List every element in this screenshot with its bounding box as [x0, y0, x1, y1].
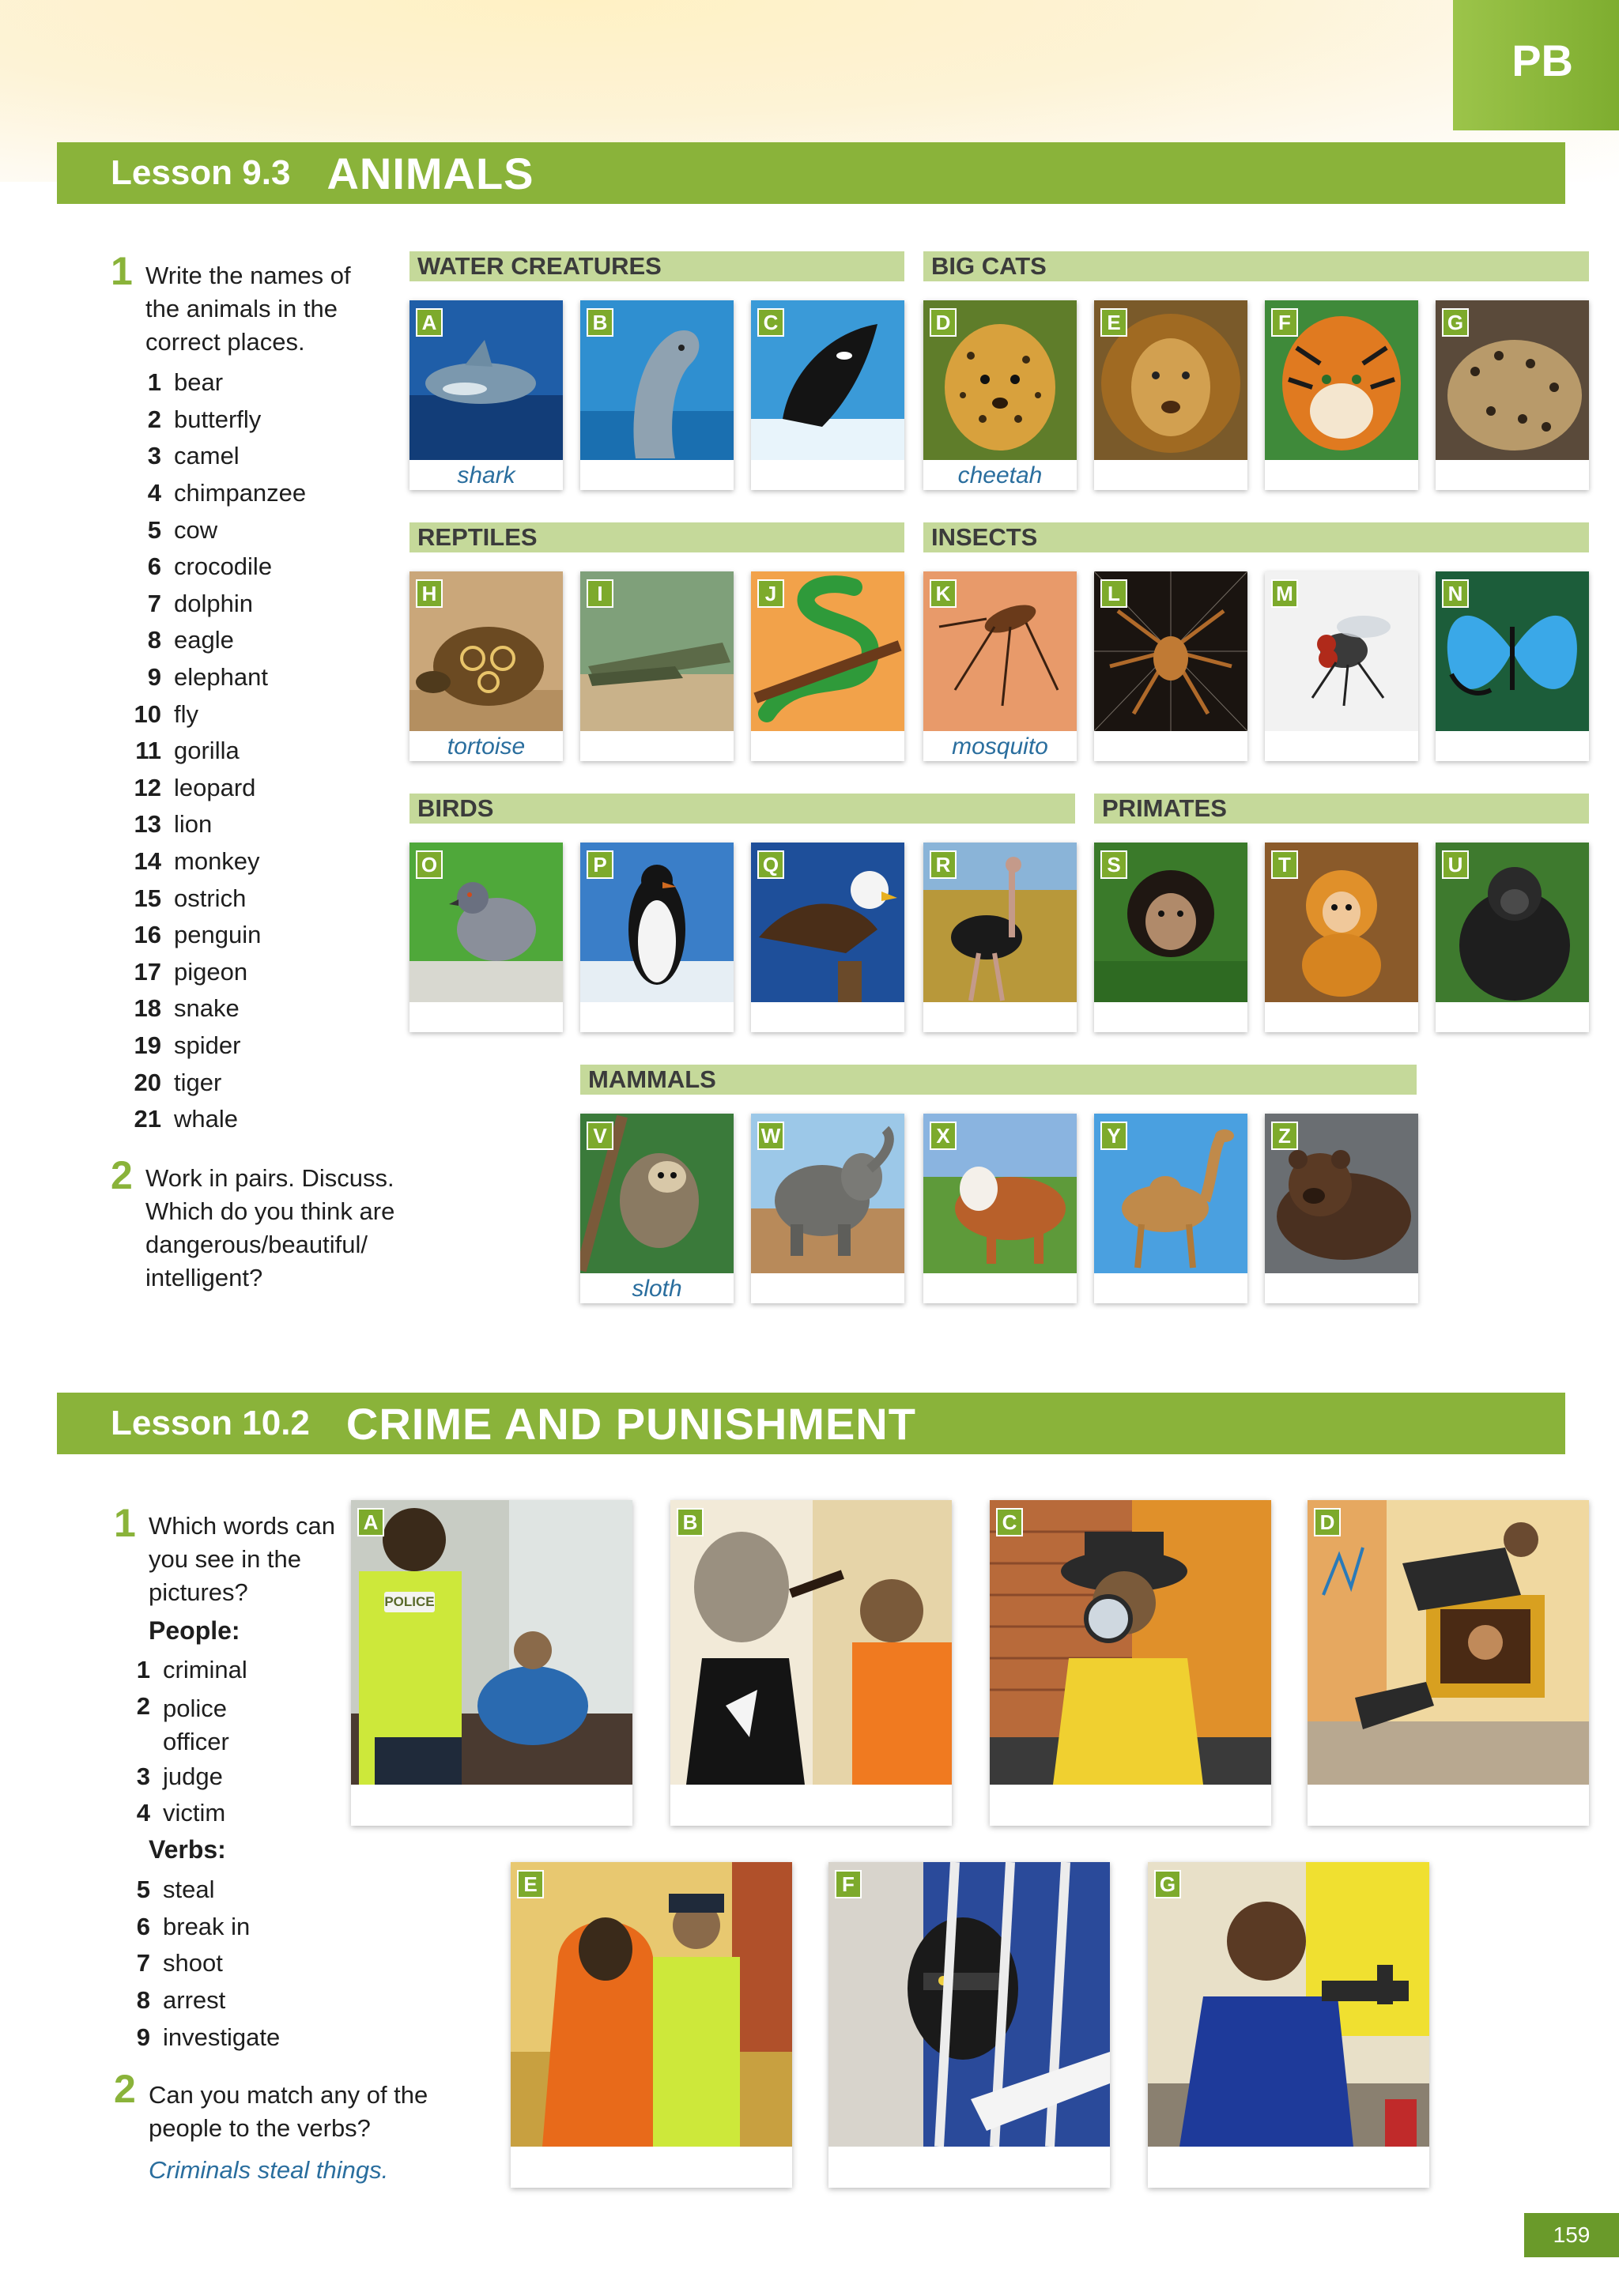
thief-steal-painting-illustration: [1308, 1500, 1589, 1785]
section-tab-label: PB: [1511, 36, 1573, 85]
card-letter: T: [1271, 850, 1298, 879]
card-letter: C: [996, 1508, 1023, 1536]
crime-picture-g: [1148, 1862, 1429, 2188]
crime-picture-e: [511, 1862, 792, 2188]
answer-label: [409, 1004, 563, 1032]
category-reptiles: REPTILES: [409, 522, 904, 552]
category-birds: BIRDS: [409, 794, 1075, 824]
card-letter: P: [587, 850, 613, 879]
card-letter: O: [416, 850, 443, 879]
police-vest-text: POLICE: [384, 1592, 435, 1612]
answer-label: [751, 733, 904, 761]
lesson-title: CRIME AND PUNISHMENT: [345, 1398, 916, 1449]
task-instruction: Write the names of the animals in the correct places.: [145, 262, 351, 356]
lesson-number: Lesson 9.3: [111, 153, 291, 192]
list-item: 16 penguin: [134, 921, 262, 949]
card-letter: S: [1100, 850, 1127, 879]
category-primates: PRIMATES: [1094, 794, 1589, 824]
list-item: 7 shoot: [136, 1949, 223, 1977]
animal-card-whale: [751, 300, 904, 490]
answer-label: [1436, 462, 1589, 490]
answer-label: [1094, 733, 1247, 761]
detective-investigate-illustration: [990, 1500, 1271, 1785]
card-letter: I: [587, 579, 613, 608]
list-item: 6 crocodile: [147, 552, 273, 581]
shoot-illustration: [1148, 1862, 1429, 2147]
answer-label: [1094, 1004, 1247, 1032]
card-letter: M: [1271, 579, 1298, 608]
list-item: 10 fly: [134, 699, 198, 728]
animal-card-shark: [409, 300, 563, 490]
answer-label: [1265, 1004, 1418, 1032]
task-number: 1: [114, 1501, 136, 1545]
card-letter: J: [757, 579, 784, 608]
list-item: 3 camel: [147, 442, 240, 470]
answer-label: mosquito: [952, 733, 1048, 760]
card-letter: A: [357, 1508, 384, 1536]
example-answer: Criminals steal things.: [149, 2156, 389, 2184]
verbs-label: Verbs:: [149, 1835, 226, 1864]
category-insects: INSECTS: [923, 522, 1589, 552]
answer-label: [580, 462, 734, 490]
card-letter: K: [930, 579, 957, 608]
card-letter: C: [757, 308, 784, 337]
animal-card-lion: [1094, 300, 1247, 490]
card-letter: G: [1442, 308, 1469, 337]
list-item: 21 whale: [134, 1105, 238, 1133]
animal-word-list: [130, 364, 306, 1137]
list-item: 15 ostrich: [134, 884, 247, 912]
animal-card-eagle: [751, 843, 904, 1032]
animal-card-tortoise: [409, 571, 563, 761]
list-item: 13 lion: [134, 810, 213, 839]
card-letter: X: [930, 1122, 957, 1150]
lesson-number: Lesson 10.2: [111, 1404, 310, 1442]
answer-label: shark: [457, 462, 515, 488]
animal-card-bear: [1265, 1114, 1418, 1303]
answer-label: [923, 1275, 1077, 1303]
answer-label: [751, 1275, 904, 1303]
lesson-heading-animals: [57, 142, 1565, 204]
animal-card-cow: [923, 1114, 1077, 1303]
animal-card-elephant: [751, 1114, 904, 1303]
card-letter: B: [677, 1508, 704, 1536]
animal-card-mosquito: [923, 571, 1077, 761]
list-item: 14 monkey: [134, 847, 260, 876]
card-letter: U: [1442, 850, 1469, 879]
card-letter: D: [930, 308, 957, 337]
card-letter: Q: [757, 850, 784, 879]
lesson-title: ANIMALS: [326, 148, 534, 198]
animal-card-leopard: [1436, 300, 1589, 490]
answer-label: [751, 1004, 904, 1032]
verbs-word-list: [125, 1872, 280, 2056]
animal-card-ostrich: [923, 843, 1077, 1032]
card-letter: D: [1314, 1508, 1341, 1536]
animal-card-cheetah: [923, 300, 1077, 490]
answer-label: [1094, 1275, 1247, 1303]
answer-label: [1094, 462, 1247, 490]
break-in-illustration: [828, 1862, 1110, 2147]
crime-picture-f: [828, 1862, 1110, 2188]
category-mammals: MAMMALS: [580, 1065, 1417, 1095]
card-letter: E: [1100, 308, 1127, 337]
card-letter: V: [587, 1122, 613, 1150]
animal-card-sloth: [580, 1114, 734, 1303]
task-number: 2: [114, 2067, 136, 2111]
list-item: 18 snake: [134, 994, 240, 1023]
crime-picture-c: [990, 1500, 1271, 1826]
list-item: 20 tiger: [134, 1068, 222, 1096]
answer-label: cheetah: [957, 462, 1043, 488]
task-instruction: Work in pairs. Discuss. Which do you think are dangerous/beautiful/ intelligent?: [145, 1164, 395, 1291]
people-label: People:: [149, 1616, 240, 1645]
answer-label: [1436, 1004, 1589, 1032]
list-item: 12 leopard: [134, 773, 256, 801]
animal-card-dolphin: [580, 300, 734, 490]
judge-criminal-illustration: [670, 1500, 952, 1785]
answer-label: [580, 1004, 734, 1032]
answer-label: sloth: [632, 1276, 682, 1302]
animal-card-pigeon: [409, 843, 563, 1032]
people-word-list: [125, 1652, 250, 1832]
list-item: 7 dolphin: [147, 589, 253, 617]
list-item: 9 investigate: [136, 2023, 281, 2051]
list-item: 6 break in: [136, 1912, 251, 1940]
card-letter: Y: [1100, 1122, 1127, 1150]
answer-label: [751, 462, 904, 490]
list-item: 1 bear: [147, 368, 224, 397]
answer-label: [1265, 462, 1418, 490]
animal-card-monkey: [1265, 843, 1418, 1032]
list-item: 17 pigeon: [134, 957, 248, 986]
animal-card-spider: [1094, 571, 1247, 761]
card-letter: B: [587, 308, 613, 337]
category-big-cats: BIG CATS: [923, 251, 1589, 281]
answer-label: [1265, 1275, 1418, 1303]
crime-picture-b: [670, 1500, 952, 1826]
answer-label: [580, 733, 734, 761]
card-letter: F: [835, 1870, 862, 1898]
animal-card-tiger: [1265, 300, 1418, 490]
list-item: 5 steal: [136, 1876, 215, 1904]
list-item: 19 spider: [134, 1031, 241, 1059]
arrest-illustration: [511, 1862, 792, 2147]
card-letter: G: [1154, 1870, 1181, 1898]
list-item: 3 judge: [136, 1762, 223, 1790]
card-letter: N: [1442, 579, 1469, 608]
animal-card-butterfly: [1436, 571, 1589, 761]
animal-card-gorilla: [1436, 843, 1589, 1032]
animal-card-snake: [751, 571, 904, 761]
card-letter: R: [930, 850, 957, 879]
card-letter: Z: [1271, 1122, 1298, 1150]
task-instruction: Which words can you see in the pictures?: [149, 1512, 336, 1606]
list-item: 2 butterfly: [147, 405, 262, 433]
list-item: 11 gorilla: [135, 737, 240, 765]
answer-label: [1265, 733, 1418, 761]
card-letter: W: [757, 1122, 784, 1150]
answer-label: tortoise: [447, 733, 526, 760]
list-item: 8 arrest: [136, 1986, 226, 2015]
answer-label: [1436, 733, 1589, 761]
crime-picture-d: [1308, 1500, 1589, 1826]
animal-card-camel: [1094, 1114, 1247, 1303]
card-letter: E: [517, 1870, 544, 1898]
list-item: 2 police officer: [136, 1691, 229, 1755]
list-item: 8 eagle: [147, 626, 234, 654]
page-number: 159: [1524, 2213, 1619, 2257]
list-item: 4 chimpanzee: [147, 479, 307, 507]
lesson-heading-crime: [57, 1393, 1565, 1454]
category-water-creatures: WATER CREATURES: [409, 251, 904, 281]
task-number: 2: [111, 1153, 133, 1197]
crime-picture-a: [351, 1500, 632, 1826]
list-item: 9 elephant: [147, 663, 268, 692]
animal-card-penguin: [580, 843, 734, 1032]
card-letter: L: [1100, 579, 1127, 608]
answer-label: [923, 1004, 1077, 1032]
animal-card-chimpanzee: [1094, 843, 1247, 1032]
list-item: 1 criminal: [136, 1656, 247, 1684]
list-item: 5 cow: [147, 515, 218, 544]
card-letter: F: [1271, 308, 1298, 337]
section-tab: [1453, 0, 1619, 130]
task-instruction: Can you match any of the people to the verbs?: [149, 2081, 428, 2142]
animal-card-fly: [1265, 571, 1418, 761]
card-letter: A: [416, 308, 443, 337]
card-letter: H: [416, 579, 443, 608]
animal-card-crocodile: [580, 571, 734, 761]
list-item: 4 victim: [136, 1799, 226, 1827]
police-officer-victim-illustration: [351, 1500, 632, 1785]
task-number: 1: [111, 249, 133, 293]
